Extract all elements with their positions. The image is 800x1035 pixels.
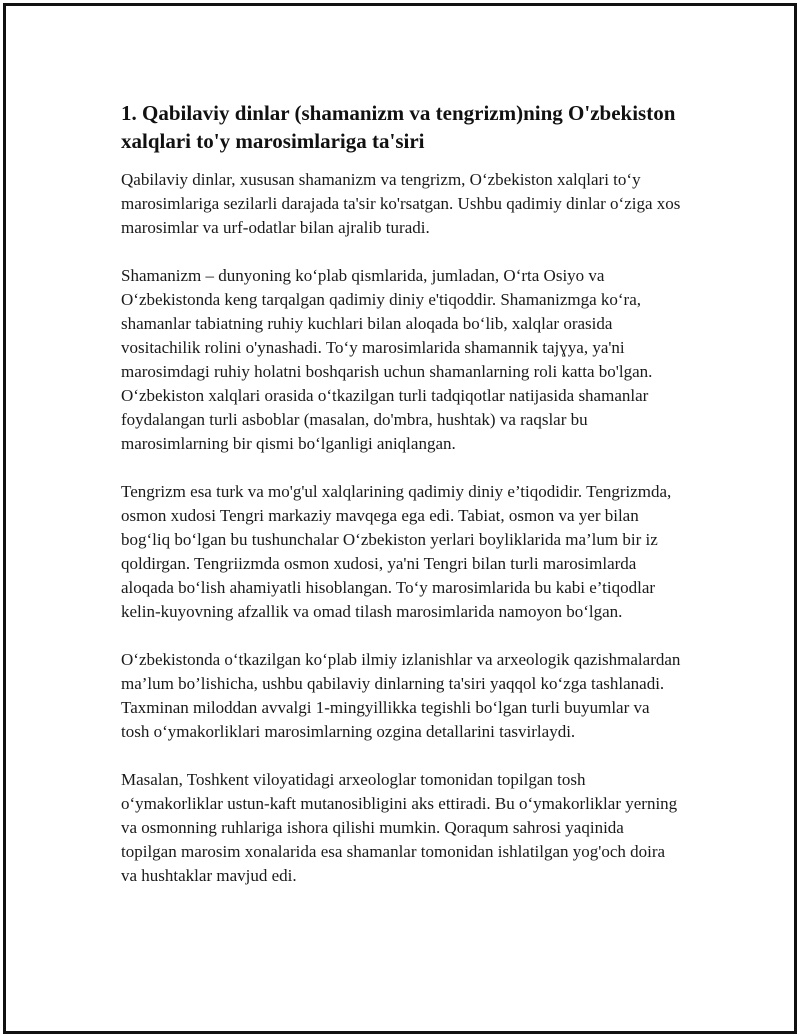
paragraph-shamanism: Shamanizm – dunyoning ko‘plab qismlarida, jumladan, O‘rta Osiyo va O‘zbekistonda keng tarqalgan qadimiy diniy e'tiqoddir. Shamanizmga ko‘ra, shamanlar tabiatning ruhiy kuchlari bilan aloqada bo‘lib, xalqlar orasida vositachilik rolini o'ynashadi. To‘y marosimlarida shamannik tajɣya, ya'ni marosimdagi ruhiy holatni boshqarish uchun shamanlarning roli katta bo'lgan. O‘zbekiston xalqlari orasida o‘tkazilgan turli tadqiqotlar natijasida shamanlar foydalangan turli asboblar (masalan, do'mbra, hushtak) va raqslar bu marosimlarning bir qismi bo‘lganligi aniqlangan. — [121, 266, 653, 453]
document-body — [121, 99, 681, 912]
paragraph-tengrism: Tengrizm esa turk va mo'g'ul xalqlarining qadimiy diniy e’tiqodidir. Tengrizmda, osmon xudosi Tengri markaziy mavqega ega edi. Tabiat, osmon va yer bilan bog‘liq bo‘lgan bu tushunchalar O‘zbekiston yerlari boyliklarida ma’lum bir iz qoldirgan. Tengriizmda osmon xudosi, ya'ni Tengri bilan turli marosimlarda aloqada bo‘lish ahamiyatli hisoblangan. To‘y marosimlarida bu kabi e’tiqodlar kelin-kuyovning afzallik va omad tilash marosimlarida namoyon bo‘lgan. — [121, 482, 672, 621]
paragraph-intro: Qabilaviy dinlar, xususan shamanizm va tengrizm, O‘zbekiston xalqlari to‘y marosimlariga sezilarli darajada ta'sir ko'rsatgan. Ushbu qadimiy dinlar o‘ziga xos marosimlar va urf-odatlar bilan ajralib turadi. — [121, 170, 681, 237]
page-frame — [3, 3, 797, 1034]
section-title: 1. Qabilaviy dinlar (shamanizm va tengrizm)ning O'zbekiston xalqlari to'y marosimlariga ta'siri — [121, 101, 676, 153]
paragraph-examples: Masalan, Toshkent viloyatidagi arxeologlar tomonidan topilgan tosh o‘ymakorliklar ustun-kaft mutanosibligini aks ettiradi. Bu o‘ymakorliklar yerning va osmonning ruhlariga ishora qilishi mumkin. Qoraqum sahrosi yaqinida topilgan marosim xonalarida esa shamanlar tomonidan ishlatilgan yog'och doira va hushtaklar mavjud edi. — [121, 770, 678, 885]
paragraph-research: O‘zbekistonda o‘tkazilgan ko‘plab ilmiy izlanishlar va arxeologik qazishmalardan ma’lum bo’lishicha, ushbu qabilaviy dinlarning ta'siri yaqqol ko‘zga tashlanadi. Taxminan miloddan avvalgi 1-mingyillikka tegishli bo‘lgan turli buyumlar va tosh o‘ymakorliklari marosimlarning ozgina detallarini tasvirlaydi. — [121, 650, 681, 741]
